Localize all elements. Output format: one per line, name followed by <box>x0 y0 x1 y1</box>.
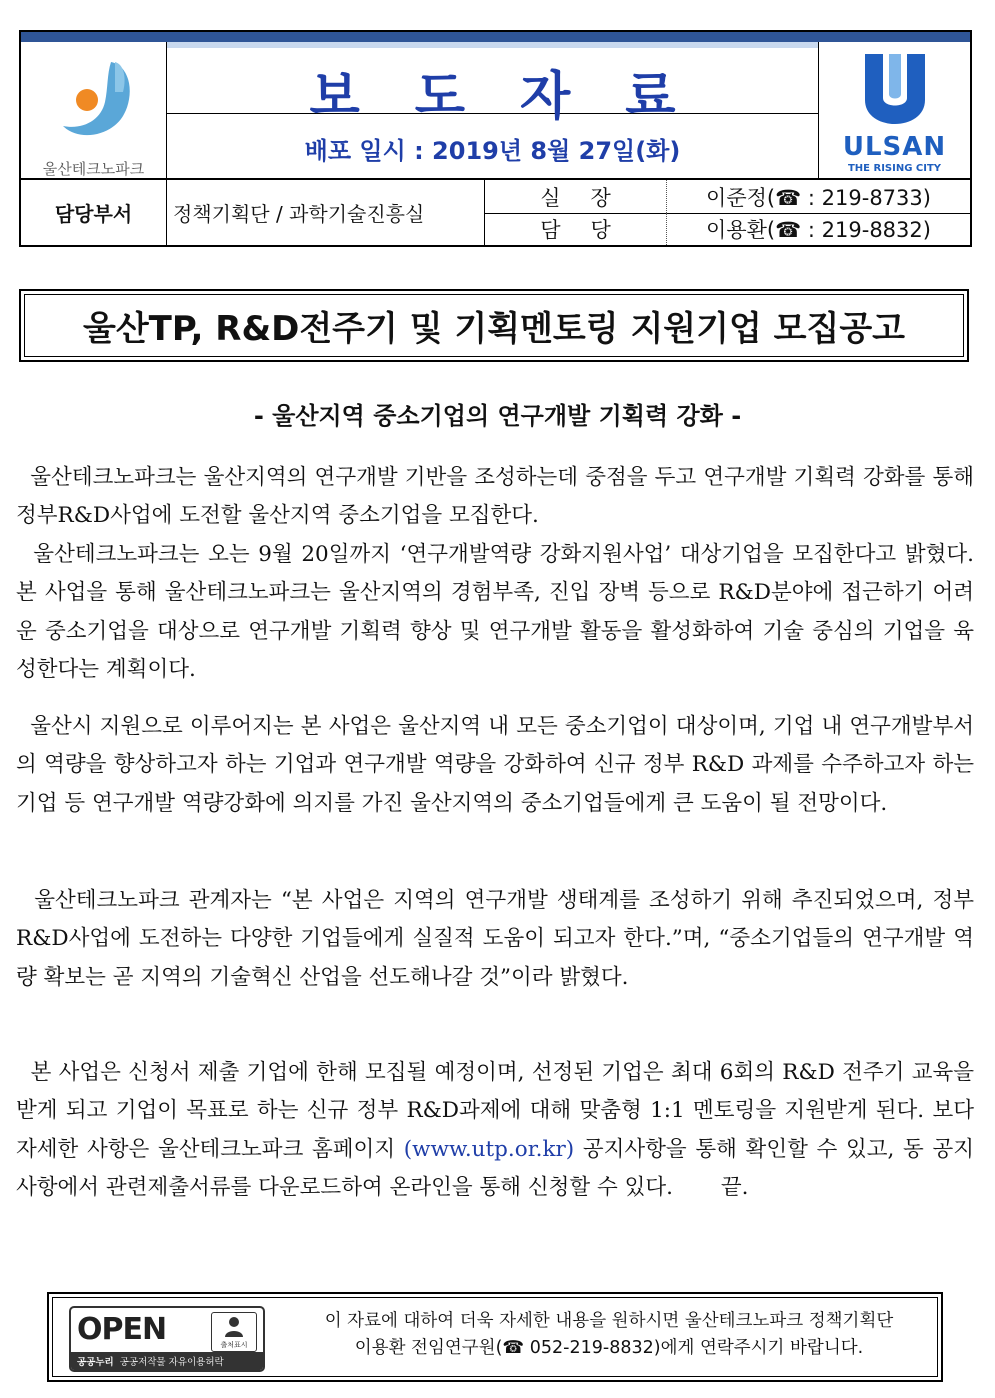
paragraph-text: 울산테크노파크 관계자는 “본 사업은 지역의 연구개발 생태계를 조성하기 위해 추진되었으며, 정부 R&D사업에 도전하는 다양한 기업들에게 실질적 도움이 되고자 한다.”며, “중소기업들의 연구개발 역량 확보는 곧 지역의 기술혁신 산업을 선도해나갈 것”이라 밝혔다. <box>16 888 974 990</box>
paragraph-text: 공지사항을 통해 확인할 수 있고, 동 공지사항에서 관련제출서류를 다운로드하여 온라인을 통해 신청할 수 있다. <box>16 1136 974 1200</box>
person-icon <box>212 1313 256 1339</box>
homepage-link[interactable]: (www.utp.or.kr) <box>403 1136 575 1162</box>
ulsan-city-logo <box>818 42 970 178</box>
contact-person: 이준정(☎ : 219-8733) <box>706 185 931 210</box>
contact-table <box>21 178 970 245</box>
headline: 울산TP, R&D전주기 및 기획멘토링 지원기업 모집공고 <box>24 294 964 357</box>
body-paragraph <box>16 459 974 536</box>
date-cell <box>167 114 818 178</box>
dept-name: 정책기획단 / 과학기술진흥실 <box>167 180 485 245</box>
open-wordmark: OPEN <box>77 1312 167 1347</box>
attribution-icon <box>211 1312 257 1352</box>
contact-row <box>485 213 970 245</box>
kogl-bar <box>71 1352 263 1370</box>
utp-logo-text: 울산테크노파크 <box>42 160 145 178</box>
footer-box <box>47 1292 943 1382</box>
release-date: 배포 일시 : 2019년 8월 27일(화) <box>304 137 681 165</box>
press-header <box>19 30 972 247</box>
footer-contact-text <box>289 1308 929 1362</box>
utp-logo <box>21 42 167 178</box>
paragraph-text: 본 사업은 신청서 제출 기업에 한해 모집될 예정이며, 선정된 기업은 최대 6회의 R&D 전주기 교육을 받게 되고 기업이 목표로 하는 신규 정부 R&D과제에 대해 맞춤형 1:1 멘토링을 지원받게 된다. 보다 자세한 사항은 울산테크노파크 홈페이지 <box>16 1060 974 1162</box>
kogl-brand: 공공누리 <box>77 1357 114 1368</box>
contact-row <box>485 180 970 214</box>
attribution-label: 출처표시 <box>220 1341 248 1349</box>
paragraph-text: 울산시 지원으로 이루어지는 본 사업은 울산지역 내 모든 중소기업이 대상이며, 기업 내 연구개발부서의 역량을 향상하고자 하는 기업과 연구개발 역량을 강화하여 신규 정부 R&D 과제를 수주하고자 하는 기업 등 연구개발 역량강화에 의지를 가진 울산지역의 중소기업들에게 큰 도움이 될 전망이다. <box>16 714 974 816</box>
document-title: 보도자료 <box>309 67 731 127</box>
paragraph-text: 울산테크노파크는 울산지역의 연구개발 기반을 조성하는데 중점을 두고 연구개발 기획력 강화를 통해 정부R&D사업에 도전할 울산지역 중소기업을 모집한다. <box>16 465 974 529</box>
ulsan-u-icon <box>859 50 931 130</box>
dept-label: 담당부서 <box>21 180 167 245</box>
contact-person: 이용환(☎ : 219-8832) <box>706 218 931 242</box>
body-paragraph <box>16 882 974 997</box>
body-paragraph <box>16 708 974 823</box>
subtitle: - 울산지역 중소기업의 연구개발 기획력 강화 - <box>253 402 742 430</box>
body-paragraph <box>16 1054 974 1207</box>
utp-logo-icon <box>49 56 139 146</box>
title-accent-bar <box>167 42 818 48</box>
footer-line: 이용환 전임연구원(☎ 052-219-8832)에게 연락주시기 바랍니다. <box>354 1338 864 1358</box>
kogl-open-badge <box>69 1306 265 1372</box>
body-paragraph <box>16 536 974 689</box>
headline-box <box>19 289 969 362</box>
contact-role: 실장 <box>485 180 667 213</box>
end-mark: 끝. <box>720 1174 749 1200</box>
footer-line: 이 자료에 대하여 더욱 자세한 내용을 원하시면 울산테크노파크 정책기획단 <box>324 1311 894 1331</box>
kogl-text: 공공저작물 자유이용허락 <box>119 1357 224 1368</box>
ulsan-wordmark: ULSAN <box>842 132 947 162</box>
title-cell <box>167 42 818 127</box>
header-top-bar <box>21 32 970 42</box>
paragraph-text: 울산테크노파크는 오는 9월 20일까지 ‘연구개발역량 강화지원사업’ 대상기업을 모집한다고 밝혔다. 본 사업을 통해 울산테크노파크는 울산지역의 경험부족, 진입 장벽 등으로 R&D분야에 접근하기 어려운 중소기업을 대상으로 연구개발 기획력 향상 및 연구개발 활동을 활성화하여 기술 중심의 기업을 육성한다는 계획이다. <box>16 542 974 682</box>
footer-inner <box>52 1297 938 1377</box>
contact-role: 담당 <box>485 213 667 245</box>
ulsan-slogan: THE RISING CITY <box>847 163 942 174</box>
